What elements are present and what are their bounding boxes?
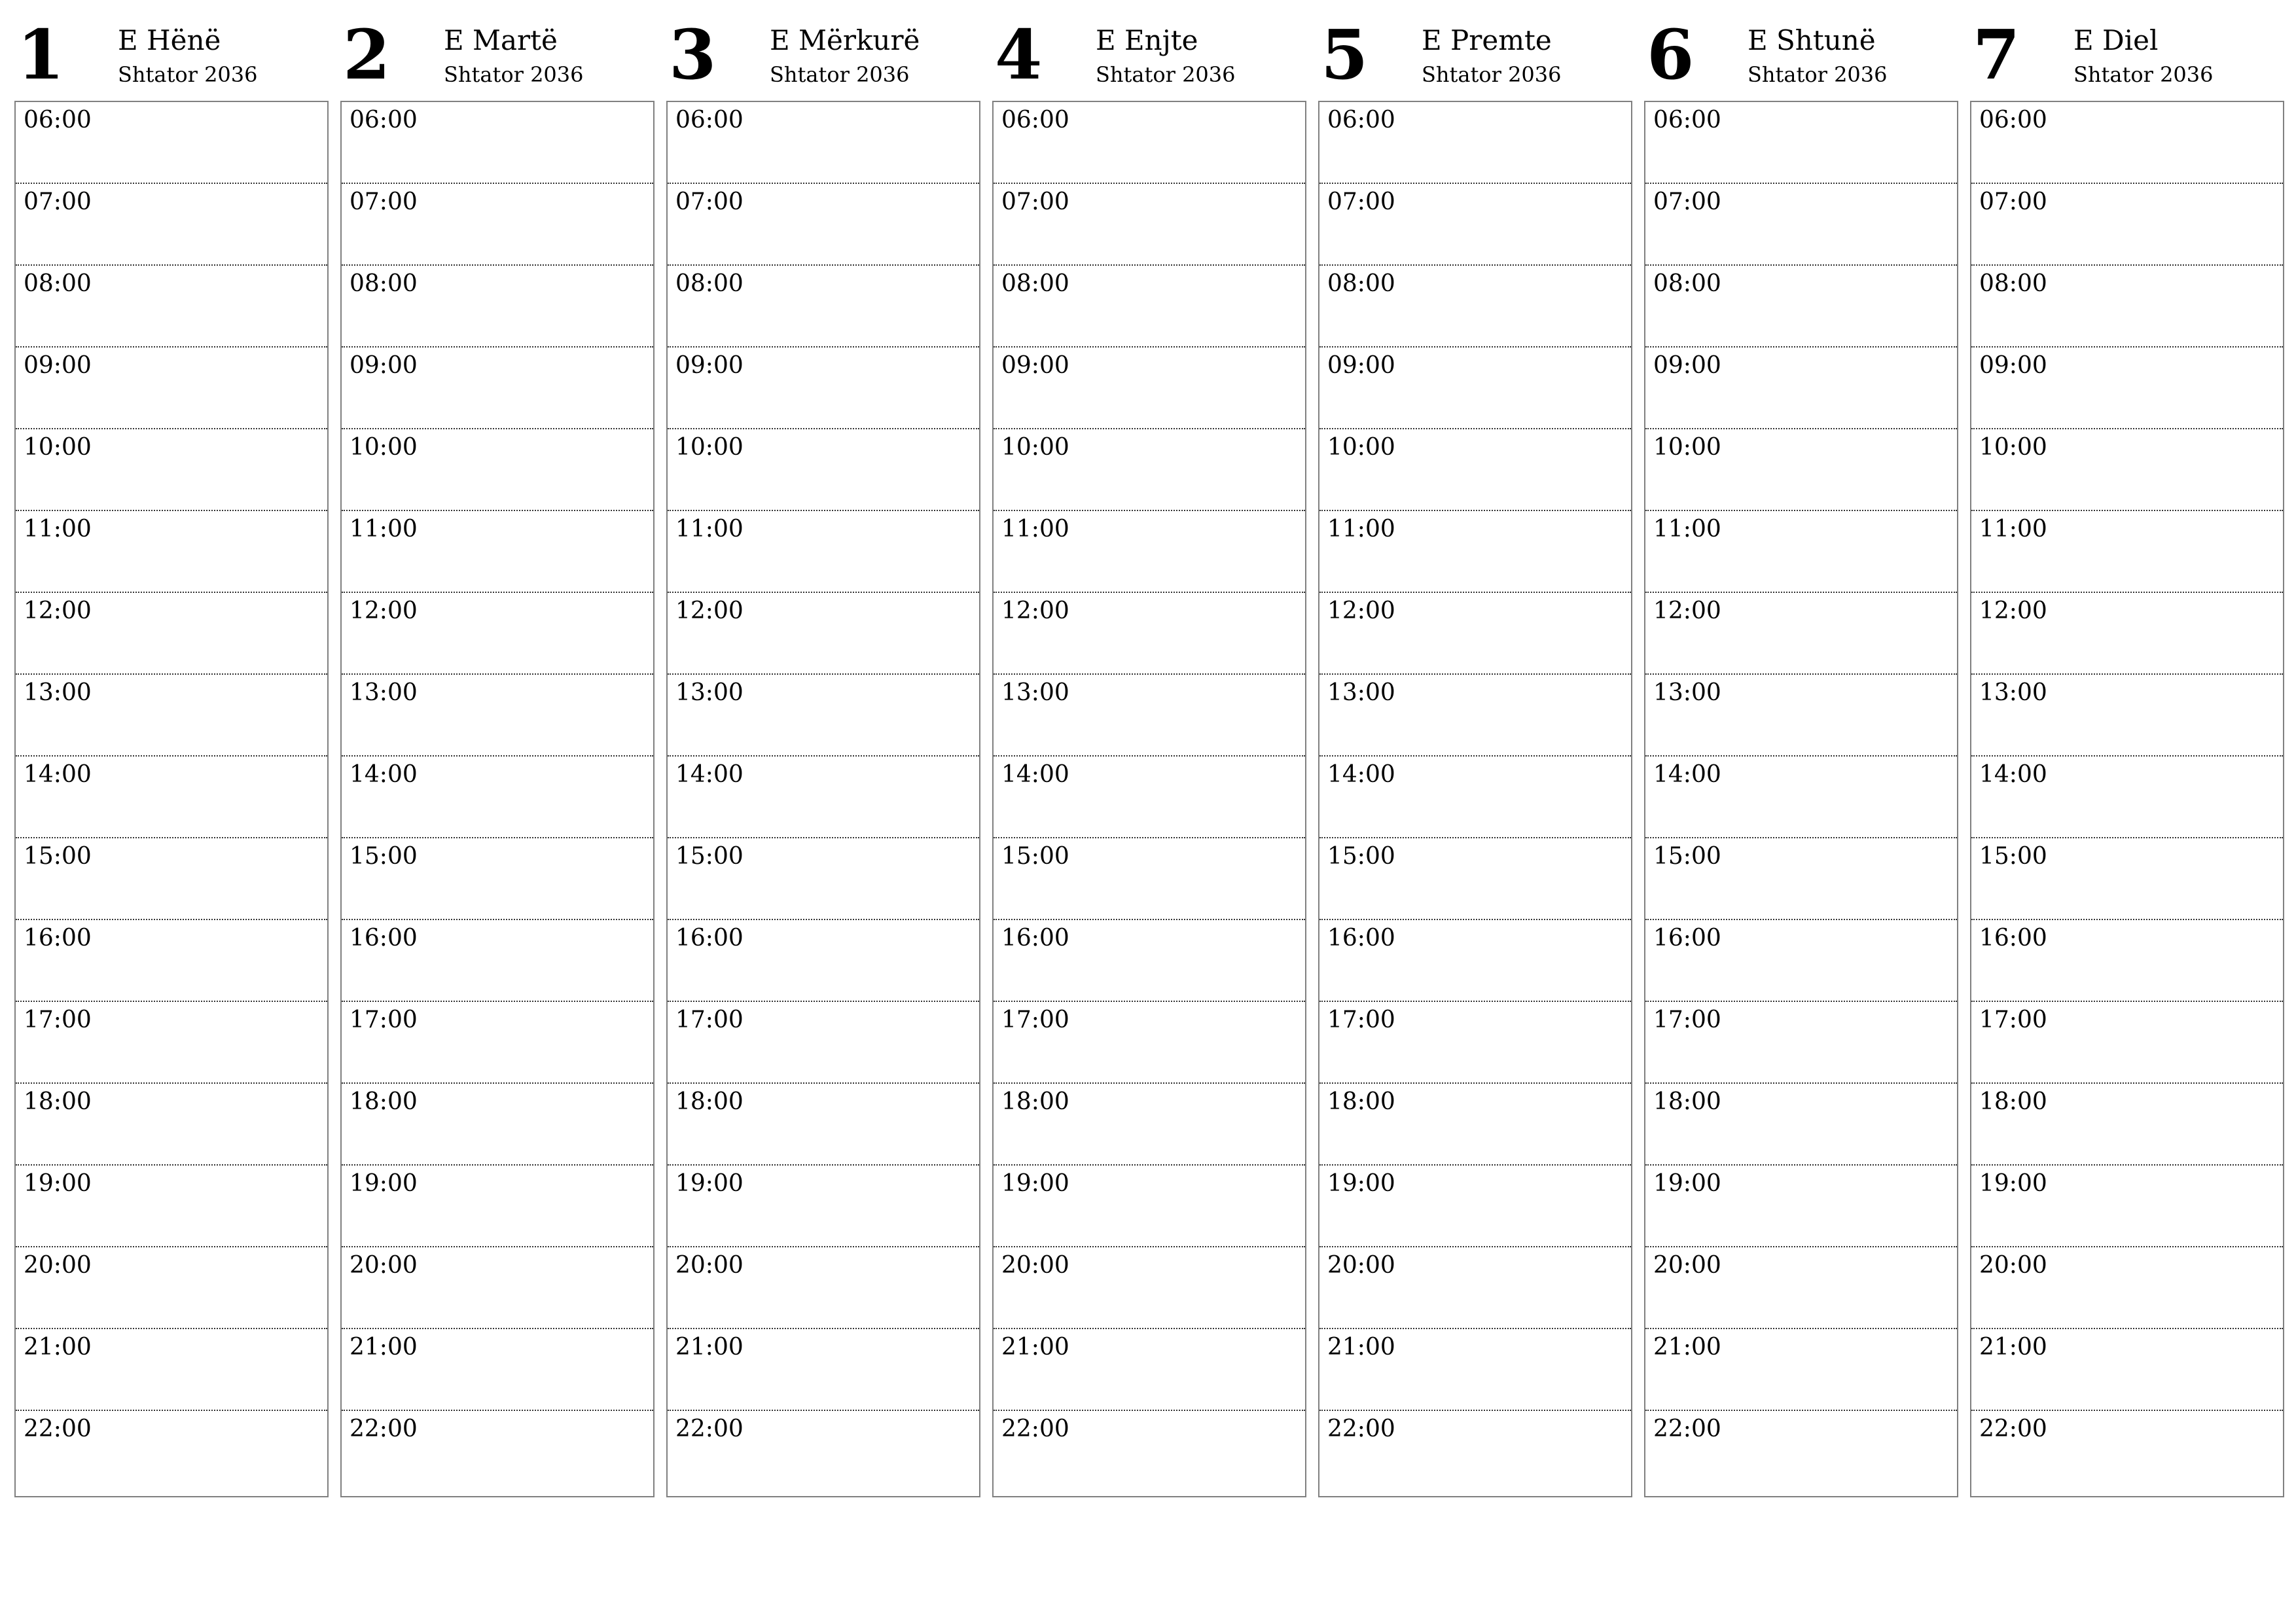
hour-label: 07:00 bbox=[24, 188, 92, 215]
hour-label: 20:00 bbox=[1979, 1252, 2047, 1279]
hour-label: 14:00 bbox=[1001, 761, 1069, 788]
hour-slot[interactable] bbox=[994, 348, 1305, 429]
hour-slot[interactable] bbox=[1319, 1329, 1631, 1411]
hour-slot[interactable] bbox=[1319, 757, 1631, 838]
hour-label: 22:00 bbox=[675, 1416, 744, 1442]
hour-slot[interactable] bbox=[1319, 675, 1631, 757]
hour-slot[interactable] bbox=[1645, 838, 1957, 920]
hour-label: 20:00 bbox=[24, 1252, 92, 1279]
hour-slot[interactable] bbox=[668, 348, 979, 429]
hour-slot[interactable] bbox=[342, 429, 653, 511]
hour-slot[interactable] bbox=[1319, 102, 1631, 184]
hour-slot[interactable] bbox=[1645, 1411, 1957, 1496]
hour-label: 13:00 bbox=[24, 679, 92, 706]
hour-label: 13:00 bbox=[1327, 679, 1395, 706]
hour-slot[interactable] bbox=[668, 1002, 979, 1084]
hour-slot[interactable] bbox=[16, 184, 327, 266]
hour-slot[interactable] bbox=[1645, 511, 1957, 593]
hour-label: 18:00 bbox=[24, 1088, 92, 1115]
hour-label: 08:00 bbox=[1653, 270, 1721, 297]
hour-label: 21:00 bbox=[1001, 1334, 1069, 1361]
hour-slot[interactable] bbox=[1971, 184, 2283, 266]
hour-label: 21:00 bbox=[1327, 1334, 1395, 1361]
hour-slot[interactable] bbox=[342, 675, 653, 757]
hour-slot[interactable] bbox=[342, 838, 653, 920]
hour-label: 07:00 bbox=[350, 188, 418, 215]
hour-slot[interactable] bbox=[342, 1084, 653, 1166]
hour-grid bbox=[666, 101, 980, 1497]
hour-slot[interactable] bbox=[668, 1084, 979, 1166]
hour-label: 22:00 bbox=[24, 1416, 92, 1442]
hour-slot[interactable] bbox=[1645, 184, 1957, 266]
hour-slot[interactable] bbox=[342, 348, 653, 429]
hour-slot[interactable] bbox=[16, 1002, 327, 1084]
hour-slot[interactable] bbox=[1645, 675, 1957, 757]
hour-slot[interactable] bbox=[668, 757, 979, 838]
hour-slot[interactable] bbox=[1645, 920, 1957, 1002]
hour-slot[interactable] bbox=[1971, 1247, 2283, 1329]
hour-label: 11:00 bbox=[675, 516, 744, 543]
hour-slot[interactable] bbox=[342, 1166, 653, 1247]
day-month: Shtator 2036 bbox=[118, 62, 258, 87]
hour-label: 20:00 bbox=[1327, 1252, 1395, 1279]
hour-slot[interactable] bbox=[342, 757, 653, 838]
hour-label: 22:00 bbox=[1653, 1416, 1721, 1442]
hour-slot[interactable] bbox=[1319, 511, 1631, 593]
hour-slot[interactable] bbox=[1645, 1247, 1957, 1329]
hour-label: 18:00 bbox=[1327, 1088, 1395, 1115]
hour-slot[interactable] bbox=[1319, 920, 1631, 1002]
hour-slot[interactable] bbox=[1645, 266, 1957, 348]
hour-label: 13:00 bbox=[1001, 679, 1069, 706]
hour-grid bbox=[1644, 101, 1958, 1497]
hour-label: 20:00 bbox=[1653, 1252, 1721, 1279]
day-month: Shtator 2036 bbox=[444, 62, 584, 87]
hour-slot[interactable] bbox=[16, 757, 327, 838]
hour-slot[interactable] bbox=[994, 1247, 1305, 1329]
hour-label: 07:00 bbox=[1327, 188, 1395, 215]
hour-label: 10:00 bbox=[1001, 434, 1069, 461]
hour-label: 21:00 bbox=[1979, 1334, 2047, 1361]
hour-slot[interactable] bbox=[1971, 838, 2283, 920]
hour-slot[interactable] bbox=[994, 266, 1305, 348]
hour-label: 17:00 bbox=[675, 1007, 744, 1033]
hour-label: 06:00 bbox=[1653, 107, 1721, 134]
day-number: 6 bbox=[1647, 14, 1695, 95]
hour-label: 13:00 bbox=[1979, 679, 2047, 706]
hour-slot[interactable] bbox=[1319, 429, 1631, 511]
hour-label: 12:00 bbox=[1327, 597, 1395, 624]
hour-label: 10:00 bbox=[1327, 434, 1395, 461]
day-column bbox=[14, 0, 329, 1505]
day-name: E Mërkurë bbox=[770, 24, 920, 56]
hour-slot[interactable] bbox=[668, 675, 979, 757]
hour-label: 10:00 bbox=[24, 434, 92, 461]
day-column bbox=[340, 0, 655, 1505]
hour-label: 12:00 bbox=[350, 597, 418, 624]
hour-label: 21:00 bbox=[675, 1334, 744, 1361]
hour-slot[interactable] bbox=[16, 1166, 327, 1247]
hour-label: 16:00 bbox=[1653, 925, 1721, 952]
hour-label: 17:00 bbox=[350, 1007, 418, 1033]
hour-slot[interactable] bbox=[668, 1329, 979, 1411]
hour-slot[interactable] bbox=[16, 429, 327, 511]
hour-label: 16:00 bbox=[1327, 925, 1395, 952]
hour-slot[interactable] bbox=[1971, 511, 2283, 593]
hour-label: 17:00 bbox=[1653, 1007, 1721, 1033]
hour-label: 06:00 bbox=[1979, 107, 2047, 134]
hour-slot[interactable] bbox=[668, 102, 979, 184]
day-month: Shtator 2036 bbox=[1422, 62, 1562, 87]
hour-label: 14:00 bbox=[350, 761, 418, 788]
hour-label: 22:00 bbox=[1327, 1416, 1395, 1442]
hour-slot[interactable] bbox=[668, 920, 979, 1002]
hour-slot[interactable] bbox=[1971, 429, 2283, 511]
hour-slot[interactable] bbox=[994, 511, 1305, 593]
hour-label: 19:00 bbox=[1653, 1170, 1721, 1197]
hour-label: 11:00 bbox=[1979, 516, 2047, 543]
hour-slot[interactable] bbox=[994, 184, 1305, 266]
day-column bbox=[666, 0, 980, 1505]
hour-slot[interactable] bbox=[994, 757, 1305, 838]
hour-slot[interactable] bbox=[994, 1084, 1305, 1166]
hour-label: 10:00 bbox=[1979, 434, 2047, 461]
hour-slot[interactable] bbox=[994, 920, 1305, 1002]
hour-label: 22:00 bbox=[1979, 1416, 2047, 1442]
hour-slot[interactable] bbox=[342, 1411, 653, 1496]
hour-slot[interactable] bbox=[1971, 266, 2283, 348]
day-column bbox=[1644, 0, 1958, 1505]
hour-label: 15:00 bbox=[1653, 843, 1721, 870]
hour-slot[interactable] bbox=[1971, 1084, 2283, 1166]
day-name: E Hënë bbox=[118, 24, 221, 56]
hour-label: 12:00 bbox=[1001, 597, 1069, 624]
hour-label: 11:00 bbox=[1653, 516, 1721, 543]
day-name: E Diel bbox=[2073, 24, 2159, 56]
hour-slot[interactable] bbox=[994, 593, 1305, 675]
hour-slot[interactable] bbox=[16, 1247, 327, 1329]
hour-label: 16:00 bbox=[350, 925, 418, 952]
hour-slot[interactable] bbox=[1645, 757, 1957, 838]
hour-label: 17:00 bbox=[24, 1007, 92, 1033]
hour-slot[interactable] bbox=[1645, 429, 1957, 511]
hour-slot[interactable] bbox=[1971, 593, 2283, 675]
hour-slot[interactable] bbox=[994, 1002, 1305, 1084]
hour-label: 15:00 bbox=[1979, 843, 2047, 870]
hour-label: 10:00 bbox=[1653, 434, 1721, 461]
hour-label: 14:00 bbox=[1979, 761, 2047, 788]
hour-label: 17:00 bbox=[1327, 1007, 1395, 1033]
hour-label: 15:00 bbox=[1327, 843, 1395, 870]
day-column bbox=[1318, 0, 1632, 1505]
hour-slot[interactable] bbox=[668, 1166, 979, 1247]
hour-label: 18:00 bbox=[1653, 1088, 1721, 1115]
hour-slot[interactable] bbox=[668, 838, 979, 920]
hour-grid bbox=[14, 101, 329, 1497]
hour-slot[interactable] bbox=[1645, 1166, 1957, 1247]
hour-label: 10:00 bbox=[350, 434, 418, 461]
hour-slot[interactable] bbox=[1319, 1084, 1631, 1166]
hour-label: 15:00 bbox=[350, 843, 418, 870]
hour-slot[interactable] bbox=[16, 348, 327, 429]
hour-label: 19:00 bbox=[1001, 1170, 1069, 1197]
hour-label: 12:00 bbox=[1653, 597, 1721, 624]
hour-slot[interactable] bbox=[16, 266, 327, 348]
hour-grid bbox=[992, 101, 1306, 1497]
hour-slot[interactable] bbox=[1971, 348, 2283, 429]
hour-label: 10:00 bbox=[675, 434, 744, 461]
hour-slot[interactable] bbox=[994, 838, 1305, 920]
hour-slot[interactable] bbox=[16, 838, 327, 920]
hour-slot[interactable] bbox=[342, 184, 653, 266]
hour-slot[interactable] bbox=[994, 675, 1305, 757]
hour-label: 18:00 bbox=[1001, 1088, 1069, 1115]
hour-label: 19:00 bbox=[1327, 1170, 1395, 1197]
hour-label: 14:00 bbox=[1653, 761, 1721, 788]
hour-slot[interactable] bbox=[1319, 266, 1631, 348]
hour-slot[interactable] bbox=[668, 266, 979, 348]
hour-label: 11:00 bbox=[1001, 516, 1069, 543]
hour-slot[interactable] bbox=[16, 102, 327, 184]
hour-label: 13:00 bbox=[350, 679, 418, 706]
hour-grid bbox=[1970, 101, 2284, 1497]
hour-label: 19:00 bbox=[350, 1170, 418, 1197]
hour-slot[interactable] bbox=[1971, 1329, 2283, 1411]
hour-slot[interactable] bbox=[1971, 920, 2283, 1002]
hour-label: 08:00 bbox=[1979, 270, 2047, 297]
hour-slot[interactable] bbox=[16, 511, 327, 593]
day-name: E Martë bbox=[444, 24, 558, 56]
hour-slot[interactable] bbox=[994, 1329, 1305, 1411]
hour-slot[interactable] bbox=[16, 1411, 327, 1496]
hour-slot[interactable] bbox=[1319, 1166, 1631, 1247]
hour-slot[interactable] bbox=[342, 1329, 653, 1411]
hour-label: 09:00 bbox=[350, 352, 418, 379]
hour-label: 14:00 bbox=[675, 761, 744, 788]
hour-slot[interactable] bbox=[342, 593, 653, 675]
hour-label: 18:00 bbox=[350, 1088, 418, 1115]
hour-label: 08:00 bbox=[350, 270, 418, 297]
hour-slot[interactable] bbox=[342, 511, 653, 593]
hour-slot[interactable] bbox=[16, 1084, 327, 1166]
hour-slot[interactable] bbox=[994, 1166, 1305, 1247]
hour-slot[interactable] bbox=[994, 102, 1305, 184]
hour-slot[interactable] bbox=[1971, 1002, 2283, 1084]
hour-label: 21:00 bbox=[24, 1334, 92, 1361]
day-name: E Shtunë bbox=[1748, 24, 1876, 56]
hour-label: 12:00 bbox=[675, 597, 744, 624]
hour-slot[interactable] bbox=[1645, 102, 1957, 184]
hour-label: 11:00 bbox=[350, 516, 418, 543]
hour-slot[interactable] bbox=[668, 184, 979, 266]
hour-label: 18:00 bbox=[675, 1088, 744, 1115]
hour-label: 15:00 bbox=[675, 843, 744, 870]
hour-label: 15:00 bbox=[24, 843, 92, 870]
hour-label: 19:00 bbox=[24, 1170, 92, 1197]
hour-slot[interactable] bbox=[16, 920, 327, 1002]
hour-label: 11:00 bbox=[1327, 516, 1395, 543]
hour-slot[interactable] bbox=[668, 429, 979, 511]
hour-slot[interactable] bbox=[1645, 1002, 1957, 1084]
hour-label: 09:00 bbox=[1653, 352, 1721, 379]
hour-label: 07:00 bbox=[1653, 188, 1721, 215]
hour-label: 18:00 bbox=[1979, 1088, 2047, 1115]
hour-slot[interactable] bbox=[1645, 348, 1957, 429]
hour-label: 08:00 bbox=[1001, 270, 1069, 297]
hour-slot[interactable] bbox=[1319, 593, 1631, 675]
hour-slot[interactable] bbox=[1319, 1002, 1631, 1084]
hour-label: 08:00 bbox=[675, 270, 744, 297]
hour-slot[interactable] bbox=[994, 429, 1305, 511]
hour-label: 21:00 bbox=[350, 1334, 418, 1361]
hour-label: 15:00 bbox=[1001, 843, 1069, 870]
hour-label: 19:00 bbox=[1979, 1170, 2047, 1197]
hour-slot[interactable] bbox=[1645, 593, 1957, 675]
hour-slot[interactable] bbox=[1319, 1411, 1631, 1496]
day-month: Shtator 2036 bbox=[1748, 62, 1888, 87]
hour-slot[interactable] bbox=[668, 1247, 979, 1329]
hour-label: 20:00 bbox=[1001, 1252, 1069, 1279]
hour-slot[interactable] bbox=[1971, 1411, 2283, 1496]
hour-label: 08:00 bbox=[1327, 270, 1395, 297]
hour-label: 09:00 bbox=[1001, 352, 1069, 379]
hour-label: 14:00 bbox=[24, 761, 92, 788]
day-number: 7 bbox=[1973, 14, 2020, 95]
hour-label: 16:00 bbox=[675, 925, 744, 952]
hour-label: 17:00 bbox=[1979, 1007, 2047, 1033]
hour-label: 16:00 bbox=[24, 925, 92, 952]
day-column bbox=[992, 0, 1306, 1505]
hour-label: 19:00 bbox=[675, 1170, 744, 1197]
hour-slot[interactable] bbox=[342, 1002, 653, 1084]
day-name: E Premte bbox=[1422, 24, 1552, 56]
hour-label: 20:00 bbox=[675, 1252, 744, 1279]
hour-label: 16:00 bbox=[1979, 925, 2047, 952]
hour-slot[interactable] bbox=[342, 1247, 653, 1329]
day-month: Shtator 2036 bbox=[1096, 62, 1236, 87]
hour-label: 20:00 bbox=[350, 1252, 418, 1279]
day-number: 1 bbox=[17, 14, 65, 95]
day-month: Shtator 2036 bbox=[770, 62, 910, 87]
hour-label: 13:00 bbox=[1653, 679, 1721, 706]
hour-slot[interactable] bbox=[668, 511, 979, 593]
hour-label: 14:00 bbox=[1327, 761, 1395, 788]
hour-label: 07:00 bbox=[675, 188, 744, 215]
hour-slot[interactable] bbox=[16, 1329, 327, 1411]
hour-slot[interactable] bbox=[342, 920, 653, 1002]
hour-label: 12:00 bbox=[1979, 597, 2047, 624]
hour-slot[interactable] bbox=[1319, 838, 1631, 920]
hour-label: 09:00 bbox=[24, 352, 92, 379]
day-column bbox=[1970, 0, 2284, 1505]
day-number: 3 bbox=[669, 14, 717, 95]
hour-label: 06:00 bbox=[675, 107, 744, 134]
hour-label: 22:00 bbox=[350, 1416, 418, 1442]
hour-slot[interactable] bbox=[1971, 757, 2283, 838]
hour-label: 11:00 bbox=[24, 516, 92, 543]
hour-label: 16:00 bbox=[1001, 925, 1069, 952]
hour-slot[interactable] bbox=[1971, 675, 2283, 757]
hour-slot[interactable] bbox=[668, 593, 979, 675]
hour-grid bbox=[340, 101, 655, 1497]
hour-label: 13:00 bbox=[675, 679, 744, 706]
hour-label: 07:00 bbox=[1979, 188, 2047, 215]
hour-label: 22:00 bbox=[1001, 1416, 1069, 1442]
hour-slot[interactable] bbox=[1645, 1329, 1957, 1411]
hour-label: 07:00 bbox=[1001, 188, 1069, 215]
day-name: E Enjte bbox=[1096, 24, 1198, 56]
hour-label: 09:00 bbox=[1327, 352, 1395, 379]
hour-slot[interactable] bbox=[16, 593, 327, 675]
hour-label: 08:00 bbox=[24, 270, 92, 297]
day-number: 5 bbox=[1321, 14, 1369, 95]
hour-slot[interactable] bbox=[342, 102, 653, 184]
hour-label: 06:00 bbox=[24, 107, 92, 134]
hour-slot[interactable] bbox=[668, 1411, 979, 1496]
hour-label: 12:00 bbox=[24, 597, 92, 624]
hour-slot[interactable] bbox=[1971, 1166, 2283, 1247]
day-month: Shtator 2036 bbox=[2073, 62, 2214, 87]
hour-label: 06:00 bbox=[1327, 107, 1395, 134]
hour-label: 21:00 bbox=[1653, 1334, 1721, 1361]
hour-grid bbox=[1318, 101, 1632, 1497]
hour-slot[interactable] bbox=[1319, 1247, 1631, 1329]
hour-slot[interactable] bbox=[1645, 1084, 1957, 1166]
day-number: 4 bbox=[995, 14, 1043, 95]
hour-label: 09:00 bbox=[675, 352, 744, 379]
hour-slot[interactable] bbox=[1319, 348, 1631, 429]
hour-label: 17:00 bbox=[1001, 1007, 1069, 1033]
day-number: 2 bbox=[343, 14, 391, 95]
hour-slot[interactable] bbox=[342, 266, 653, 348]
hour-label: 06:00 bbox=[1001, 107, 1069, 134]
hour-slot[interactable] bbox=[1319, 184, 1631, 266]
hour-slot[interactable] bbox=[1971, 102, 2283, 184]
hour-label: 09:00 bbox=[1979, 352, 2047, 379]
hour-slot[interactable] bbox=[16, 675, 327, 757]
hour-label: 06:00 bbox=[350, 107, 418, 134]
hour-slot[interactable] bbox=[994, 1411, 1305, 1496]
